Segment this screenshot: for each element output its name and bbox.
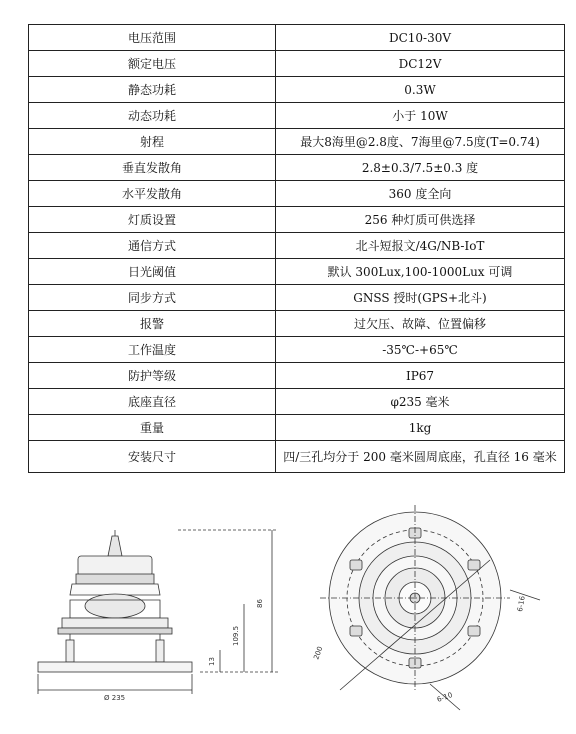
spec-row [29, 155, 565, 181]
spec-label: 灯质设置 [29, 207, 276, 233]
spec-value: GNSS 授时(GPS+北斗) [276, 285, 565, 311]
spec-value: 2.8±0.3/7.5±0.3 度 [276, 155, 565, 181]
spec-label: 工作温度 [29, 337, 276, 363]
spec-row [29, 51, 565, 77]
hole-label: 6-16 [516, 595, 527, 613]
spec-row [29, 415, 565, 441]
spec-value: 四/三孔均分于 200 毫米圆周底座，孔直径 16 毫米 [276, 441, 565, 473]
spec-row [29, 337, 565, 363]
spec-row [29, 389, 565, 415]
spec-value: φ235 毫米 [276, 389, 565, 415]
spec-table [28, 24, 565, 473]
spec-label: 底座直径 [29, 389, 276, 415]
spec-row [29, 77, 565, 103]
spec-value: 过欠压、故障、位置偏移 [276, 311, 565, 337]
spec-value: 小于 10W [276, 103, 565, 129]
spec-label: 通信方式 [29, 233, 276, 259]
spec-label: 重量 [29, 415, 276, 441]
spec-row [29, 441, 565, 473]
spec-row [29, 233, 565, 259]
spec-row [29, 129, 565, 155]
spec-label: 安装尺寸 [29, 441, 276, 473]
spec-row [29, 103, 565, 129]
spec-row [29, 25, 565, 51]
spec-value: 0.3W [276, 77, 565, 103]
base-diameter-label: Ø 235 [104, 694, 126, 702]
spec-label: 防护等级 [29, 363, 276, 389]
spec-label: 报警 [29, 311, 276, 337]
top-view [320, 505, 540, 710]
spec-value: 360 度全向 [276, 181, 565, 207]
spec-value: DC12V [276, 51, 565, 77]
spec-row [29, 311, 565, 337]
spec-label: 电压范围 [29, 25, 276, 51]
spec-value: 256 种灯质可供选择 [276, 207, 565, 233]
spec-value: 1kg [276, 415, 565, 441]
spec-value: 最大8海里@2.8度、7海里@7.5度(T=0.74) [276, 129, 565, 155]
spec-label: 动态功耗 [29, 103, 276, 129]
spec-row [29, 363, 565, 389]
spec-row [29, 207, 565, 233]
spec-value: 默认 300Lux,100-1000Lux 可调 [276, 259, 565, 285]
spec-label: 静态功耗 [29, 77, 276, 103]
spec-label: 射程 [29, 129, 276, 155]
spec-label: 同步方式 [29, 285, 276, 311]
side-view [38, 530, 280, 694]
spec-row [29, 259, 565, 285]
spec-value: IP67 [276, 363, 565, 389]
body-height-label: 109.5 [232, 625, 240, 646]
spec-value: 北斗短报文/4G/NB-IoT [276, 233, 565, 259]
spec-label: 额定电压 [29, 51, 276, 77]
spec-value: -35℃-+65℃ [276, 337, 565, 363]
pcd-label: 200 [312, 645, 325, 661]
spec-value: DC10-30V [276, 25, 565, 51]
spec-label: 水平发散角 [29, 181, 276, 207]
spec-label: 日光阈值 [29, 259, 276, 285]
spec-row [29, 181, 565, 207]
spec-row [29, 285, 565, 311]
base-thickness-label: 13 [208, 657, 216, 666]
slot-label: 6-10 [435, 690, 454, 704]
spec-label: 垂直发散角 [29, 155, 276, 181]
total-height-label: 86 [256, 599, 264, 608]
